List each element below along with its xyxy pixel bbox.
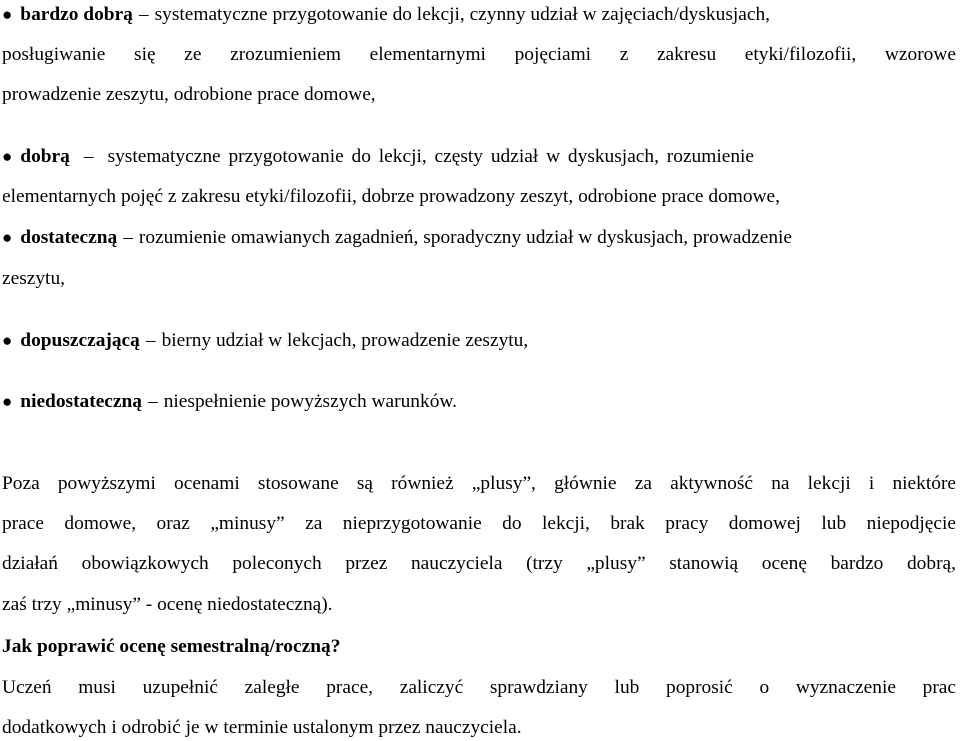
text-span: , głównie za aktywność na lekcji i niektóre <box>531 473 957 494</box>
grade-description: systematyczne przygotowanie do lekcji, częsty udział w dyskusjach, rozumienie <box>107 146 755 167</box>
dash-separator: – <box>83 146 94 167</box>
grade-description-line: posługiwanie się ze zrozumieniem elementarnymi pojęciami z zakresu etyki/filozofii, wzorowe <box>2 44 956 65</box>
text-span: stanowią ocenę bardzo dobrą, <box>645 553 956 574</box>
heading-text: Jak poprawić ocenę semestralną/roczną? <box>2 636 341 657</box>
improve-grade-heading <box>2 634 340 660</box>
improve-paragraph-line: dodatkowych i odrobić je w terminie ustalonym przez nauczyciela. <box>2 717 522 738</box>
text-span: - ocenę niedostateczną). <box>140 594 333 615</box>
grade-description: rozumienie omawianych zagadnień, sporadyczny udział w dyskusjach, prowadzenie <box>138 227 793 248</box>
grade-label: dopuszczającą <box>20 330 140 351</box>
plus-minus-paragraph-line <box>2 551 956 577</box>
bullet-icon: ● <box>2 228 13 247</box>
improve-paragraph-line: Uczeń musi uzupełnić zaległe prace, zaliczyć sprawdziany lub poprosić o wyznaczenie prac <box>2 677 956 698</box>
grade-label: niedostateczną <box>20 391 142 412</box>
bullet-icon: ● <box>2 331 13 350</box>
grade-description-line: prowadzenie zeszytu, odrobione prace domowe, <box>2 84 376 105</box>
grade-description: systematyczne przygotowanie do lekcji, czynny udział w zajęciach/dyskusjach, <box>154 4 771 25</box>
dash-separator: – <box>148 391 158 412</box>
grade-item-dobra <box>2 144 754 170</box>
grade-item-niedostateczna <box>2 389 457 415</box>
quote-plusy: „plusy” <box>471 473 532 494</box>
plus-minus-paragraph-line <box>2 511 956 537</box>
grade-item-bardzo-dobra <box>2 2 770 28</box>
plus-minus-paragraph-line <box>2 592 333 618</box>
grade-description: bierny udział w lekcjach, prowadzenie zeszytu, <box>161 330 529 351</box>
grade-label: dobrą <box>20 146 70 167</box>
text-span: prace domowe, oraz <box>2 513 211 534</box>
bullet-icon: ● <box>2 147 13 166</box>
text-span: działań obowiązkowych poleconych przez nauczyciela (trzy <box>2 553 587 574</box>
grade-item-dostateczna <box>2 225 792 251</box>
text-span: Poza powyższymi ocenami stosowane są również <box>2 473 472 494</box>
grade-label: bardzo dobrą <box>20 4 133 25</box>
grade-label: dostateczną <box>20 227 118 248</box>
bullet-icon: ● <box>2 5 13 24</box>
grade-description: niespełnienie powyższych warunków. <box>163 391 457 412</box>
quote-minusy: „minusy” <box>210 513 285 534</box>
plus-minus-paragraph-line <box>2 471 956 497</box>
dash-separator: – <box>123 227 133 248</box>
dash-separator: – <box>138 4 149 25</box>
quote-minusy: „minusy” <box>66 594 141 615</box>
bullet-icon: ● <box>2 392 13 411</box>
text-span: zaś trzy <box>2 594 67 615</box>
grade-description-line: zeszytu, <box>2 268 65 289</box>
grade-description-line: elementarnych pojęć z zakresu etyki/filozofii, dobrze prowadzony zeszyt, odrobione prace domowe, <box>2 186 781 207</box>
text-span: za nieprzygotowanie do lekcji, brak pracy domowej lub niepodjęcie <box>284 513 956 534</box>
grade-item-dopuszczajaca <box>2 328 528 354</box>
quote-plusy: „plusy” <box>586 553 646 574</box>
dash-separator: – <box>145 330 156 351</box>
